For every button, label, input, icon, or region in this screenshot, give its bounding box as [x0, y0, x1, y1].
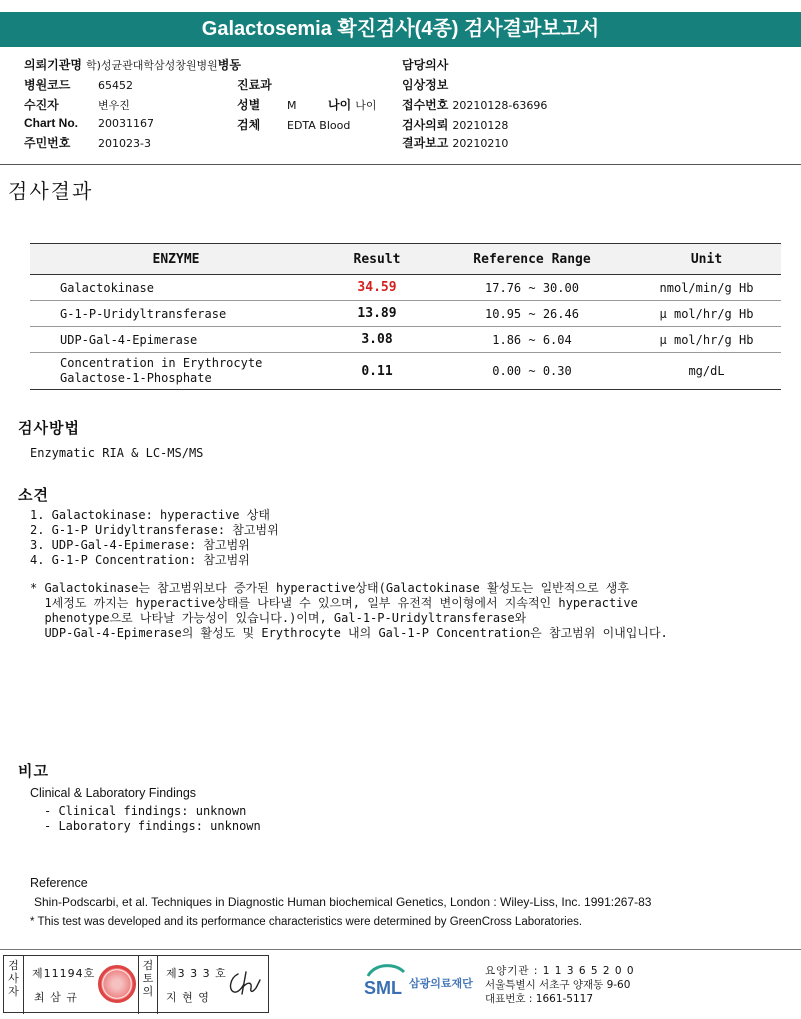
age-value: 나이	[355, 99, 377, 112]
collector-field	[24, 96, 130, 113]
org-name: 삼광의료재단	[409, 977, 473, 990]
results-title: 검사결과	[8, 179, 94, 203]
report-date-field	[402, 134, 508, 151]
table-row	[30, 275, 781, 301]
header-reference-range: Reference Range	[432, 244, 632, 275]
ward-label: 병동	[217, 58, 241, 72]
hospital-code-label: 병원코드	[24, 78, 71, 92]
org-address: 서울특별시 서초구 양재동 9-60	[485, 979, 631, 991]
unit: μ mol/hr/g Hb	[632, 301, 781, 327]
request-date-field	[402, 116, 508, 133]
finding-item-2: 2. G-1-P Uridyltransferase: 참고범위	[30, 523, 279, 537]
collector-value: 변우진	[98, 99, 130, 112]
header-unit: Unit	[632, 244, 781, 275]
confirmer-label: 검토의	[138, 956, 158, 1014]
reference-range: 17.76 ~ 30.00	[432, 275, 632, 301]
enzyme-name: G-1-P-Uridyltransferase	[30, 301, 322, 327]
header-enzyme: ENZYME	[30, 244, 322, 275]
department-label: 진료과	[237, 78, 272, 92]
table-row	[30, 353, 781, 390]
inspector-name: 최 삼 규	[34, 991, 78, 1004]
collector-label: 수진자	[24, 98, 59, 112]
receipt-no-field	[402, 96, 547, 113]
enzyme-name: UDP-Gal-4-Epimerase	[30, 327, 322, 353]
unit: mg/dL	[632, 353, 781, 390]
signature-box	[3, 955, 269, 1013]
clinical-info-field	[402, 76, 448, 93]
institution-field	[24, 56, 241, 73]
receipt-no-label: 접수번호	[402, 98, 449, 112]
header-divider	[0, 164, 801, 165]
report-date-label: 결과보고	[402, 136, 449, 150]
footer-divider	[0, 949, 801, 950]
age-label: 나이	[328, 98, 352, 112]
enzyme-name-line2: Galactose-1-Phosphate	[60, 371, 212, 385]
finding-note-line-4: UDP-Gal-4-Epimerase의 활성도 및 Erythrocyte 내의 Gal-1-P Concentration은 참고범위 이내입니다.	[30, 626, 668, 640]
enzyme-name-line1: Concentration in Erythrocyte	[60, 356, 263, 370]
report-date-value: 20210210	[452, 137, 509, 150]
chart-no-value: 20031167	[98, 117, 154, 130]
findings-title: 소견	[18, 486, 49, 504]
resident-no-label: 주민번호	[24, 136, 71, 150]
care-institution-no: 요양기관 : 1 1 3 6 5 2 0 0	[485, 965, 635, 977]
table-header-row	[30, 244, 781, 275]
results-table	[30, 243, 781, 390]
enzyme-name	[30, 353, 322, 390]
unit: μ mol/hr/g Hb	[632, 327, 781, 353]
laboratory-findings: - Laboratory findings: unknown	[44, 819, 261, 833]
hospital-code-field	[24, 76, 133, 93]
clinical-findings: - Clinical findings: unknown	[44, 804, 247, 818]
finding-item-1: 1. Galactokinase: hyperactive 상태	[30, 508, 270, 522]
reference-range: 1.86 ~ 6.04	[432, 327, 632, 353]
reference-range: 0.00 ~ 0.30	[432, 353, 632, 390]
reference-label: Reference	[30, 876, 88, 890]
reference-range: 10.95 ~ 26.46	[432, 301, 632, 327]
remarks-title: 비고	[18, 762, 49, 780]
specimen-field	[237, 116, 350, 133]
request-date-label: 검사의뢰	[402, 118, 449, 132]
attending-label: 담당의사	[402, 58, 449, 72]
age-field	[328, 96, 376, 113]
inspector-license-no: 제11194호	[32, 967, 96, 980]
method-text: Enzymatic RIA & LC-MS/MS	[30, 446, 204, 460]
sex-value: M	[287, 99, 297, 112]
method-title: 검사방법	[18, 419, 80, 437]
chart-no-label: Chart No.	[24, 116, 78, 130]
specimen-label: 검체	[237, 118, 261, 132]
report-title: Galactosemia 확진검사(4종) 검사결과보고서	[0, 12, 801, 47]
institution-value: 학)성균관대학삼성창원병원	[85, 59, 218, 72]
resident-no-value: 201023-3	[98, 137, 151, 150]
result-value: 34.59	[322, 275, 432, 301]
sex-field	[237, 96, 297, 113]
sml-logo-icon	[364, 962, 408, 1002]
finding-note-line-3: phenotype으로 나타날 가능성이 있습니다.)이며, Gal-1-P-Uridyltransferase와	[30, 611, 527, 625]
reference-text: Shin-Podscarbi, et al. Techniques in Diagnostic Human biochemical Genetics, London : Wiley-Liss, Inc. 1991:267-83	[34, 895, 652, 909]
specimen-value: EDTA Blood	[287, 119, 351, 132]
unit: nmol/min/g Hb	[632, 275, 781, 301]
org-phone: 대표번호 : 1661-5117	[485, 993, 594, 1005]
department-field	[237, 76, 272, 93]
result-value: 13.89	[322, 301, 432, 327]
header-result: Result	[322, 244, 432, 275]
finding-item-3: 3. UDP-Gal-4-Epimerase: 참고범위	[30, 538, 250, 552]
hospital-code-value: 65452	[98, 79, 133, 92]
table-row	[30, 327, 781, 353]
request-date-value: 20210128	[452, 119, 509, 132]
confirmer-license-no: 제3 3 3 호	[166, 967, 227, 980]
finding-note-line-1: * Galactokinase는 참고범위보다 증가된 hyperactive상태(Galactokinase 활성도는 일반적으로 생후	[30, 581, 629, 595]
result-value: 0.11	[322, 353, 432, 390]
clinical-info-label: 임상정보	[402, 78, 449, 92]
signature-icon	[224, 968, 264, 1000]
footnote: * This test was developed and its performance characteristics were determined by GreenCross Laboratories.	[30, 916, 583, 928]
official-seal-icon	[98, 965, 136, 1003]
receipt-no-value: 20210128-63696	[452, 99, 548, 112]
sex-label: 성별	[237, 98, 261, 112]
finding-note-line-2: 1세정도 까지는 hyperactive상태를 나타낼 수 있으며, 일부 유전적 변이형에서 지속적인 hyperactive	[30, 596, 638, 610]
chart-no-field	[24, 116, 154, 130]
institution-label: 의뢰기관명	[24, 58, 82, 72]
table-row	[30, 301, 781, 327]
sml-logo-text: SML	[364, 978, 402, 998]
enzyme-name: Galactokinase	[30, 275, 322, 301]
remarks-subtitle: Clinical & Laboratory Findings	[30, 786, 197, 800]
finding-item-4: 4. G-1-P Concentration: 참고범위	[30, 553, 250, 567]
inspector-label: 검사자	[4, 956, 24, 1014]
result-value: 3.08	[322, 327, 432, 353]
confirmer-name: 지 현 영	[166, 991, 210, 1004]
resident-no-field	[24, 134, 151, 151]
attending-field	[402, 56, 448, 73]
